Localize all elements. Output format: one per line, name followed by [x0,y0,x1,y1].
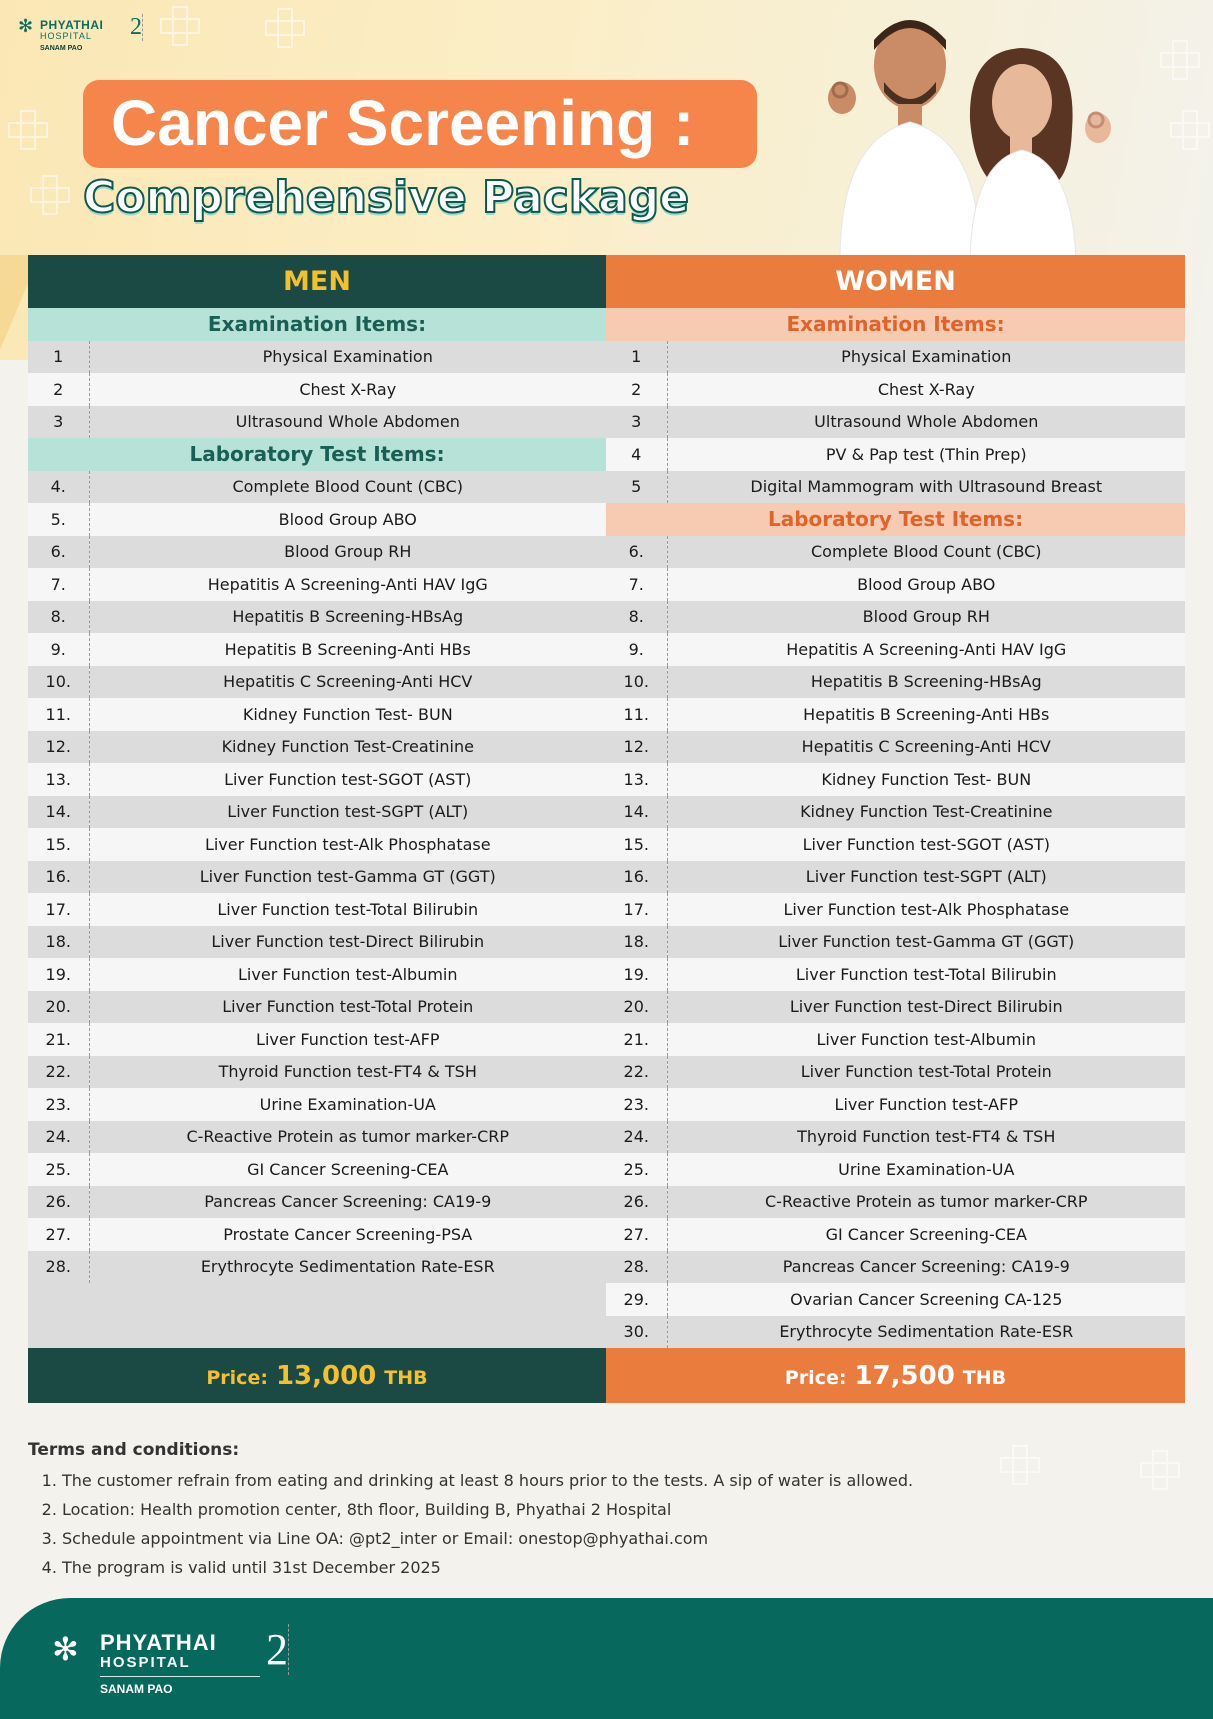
men-item-label: Kidney Function Test-Creatinine [89,731,606,764]
men-item-label: Liver Function test-Albumin [89,958,606,991]
medical-cross-icon [8,110,48,150]
women-item-number: 19. [606,958,667,991]
men-item-label: Physical Examination [89,341,606,374]
men-item-number: 10. [28,666,89,699]
women-item-number: 21. [606,1023,667,1056]
men-empty-cell [28,1283,606,1316]
package-table [28,255,1185,1403]
men-item-number: 11. [28,698,89,731]
table-row [28,763,1185,796]
men-item-number: 8. [28,601,89,634]
table-row [28,861,1185,894]
men-item-label: Hepatitis A Screening-Anti HAV IgG [89,568,606,601]
women-price [606,1348,1185,1403]
man-figure [828,20,980,260]
table-row [28,568,1185,601]
women-item-label: Erythrocyte Sedimentation Rate-ESR [667,1316,1185,1349]
hospital-logo-top [18,14,148,58]
men-item-number: 23. [28,1088,89,1121]
table-row [28,373,1185,406]
molecule-logo-icon: ✻ [52,1630,79,1668]
women-item-label: Hepatitis C Screening-Anti HCV [667,731,1185,764]
men-item-number: 12. [28,731,89,764]
table-row [28,698,1185,731]
table-row [28,666,1185,699]
table-row [28,1121,1185,1154]
women-item-label: Liver Function test-Gamma GT (GGT) [667,926,1185,959]
terms-item: 2. Location: Health promotion center, 8th floor, Building B, Phyathai 2 Hospital [62,1495,1028,1524]
men-item-label: Hepatitis B Screening-HBsAg [89,601,606,634]
men-item-label: GI Cancer Screening-CEA [89,1153,606,1186]
table-row [28,731,1185,764]
women-item-number: 20. [606,991,667,1024]
table-row [28,471,1185,504]
men-item-label: Liver Function test-Direct Bilirubin [89,926,606,959]
medical-cross-icon [265,8,305,48]
page-title: Cancer Screening : [111,87,695,159]
men-item-label: Liver Function test-SGPT (ALT) [89,796,606,829]
table-row [28,1218,1185,1251]
table-row [28,406,1185,439]
women-item-number: 26. [606,1186,667,1219]
women-item-number: 22. [606,1056,667,1089]
men-item-number: 25. [28,1153,89,1186]
men-price [28,1348,606,1403]
women-item-label: Liver Function test-Total Bilirubin [667,958,1185,991]
women-item-number: 10. [606,666,667,699]
women-item-label: Chest X-Ray [667,373,1185,406]
men-item-label: Thyroid Function test-FT4 & TSH [89,1056,606,1089]
men-item-number: 5. [28,503,89,536]
women-item-number: 8. [606,601,667,634]
women-item-label: Liver Function test-Total Protein [667,1056,1185,1089]
women-item-number: 17. [606,893,667,926]
women-item-number: 12. [606,731,667,764]
table-row [28,1316,1185,1349]
logo-name: PHYATHAI [100,1630,217,1655]
table-row [28,1056,1185,1089]
men-item-number: 4. [28,471,89,504]
women-item-number: 7. [606,568,667,601]
men-item-label: Liver Function test-AFP [89,1023,606,1056]
men-item-label: Prostate Cancer Screening-PSA [89,1218,606,1251]
women-item-label: Liver Function test-Alk Phosphatase [667,893,1185,926]
medical-cross-icon [160,6,200,46]
men-item-label: C-Reactive Protein as tumor marker-CRP [89,1121,606,1154]
table-row [28,796,1185,829]
women-item-number: 28. [606,1251,667,1284]
medical-cross-icon [1160,40,1200,80]
table-row [28,308,1185,341]
women-price-value: 17,500 [854,1360,955,1391]
terms-item: 4. The program is valid until 31st December 2025 [62,1553,1028,1582]
men-item-number: 17. [28,893,89,926]
men-item-number: 22. [28,1056,89,1089]
women-item-label: Pancreas Cancer Screening: CA19-9 [667,1251,1185,1284]
women-item-number: 2 [606,373,667,406]
women-item-number: 15. [606,828,667,861]
table-row [28,1186,1185,1219]
table-row [28,536,1185,569]
women-item-number: 24. [606,1121,667,1154]
men-item-number: 15. [28,828,89,861]
table-row [28,828,1185,861]
women-item-number: 25. [606,1153,667,1186]
table-row [28,503,1185,536]
women-section-heading: Laboratory Test Items: [606,503,1185,536]
logo-name: PHYATHAI [40,18,104,32]
molecule-logo-icon: ✻ [18,16,34,37]
table-row [28,1023,1185,1056]
table-row [28,633,1185,666]
women-item-label: Hepatitis B Screening-Anti HBs [667,698,1185,731]
women-item-label: Liver Function test-SGOT (AST) [667,828,1185,861]
women-item-number: 5 [606,471,667,504]
women-heading: WOMEN [606,255,1185,308]
logo-sub: HOSPITAL [100,1654,191,1671]
men-section-heading: Laboratory Test Items: [28,438,606,471]
medical-cross-icon [1140,1450,1180,1490]
women-item-number: 3 [606,406,667,439]
logo-branch: SANAM PAO [40,45,83,52]
women-item-label: Urine Examination-UA [667,1153,1185,1186]
men-section-heading: Examination Items: [28,308,606,341]
terms-item: 3. Schedule appointment via Line OA: @pt2_inter or Email: onestop@phyathai.com [62,1524,1028,1553]
women-price-label: Price: [784,1366,847,1389]
logo-divider [100,1676,260,1677]
men-item-number: 3 [28,406,89,439]
terms-list [28,1466,1028,1582]
women-item-number: 11. [606,698,667,731]
women-item-number: 30. [606,1316,667,1349]
men-item-number: 16. [28,861,89,894]
men-price-currency: THB [384,1366,428,1389]
women-item-label: Blood Group ABO [667,568,1185,601]
men-item-label: Liver Function test-Total Protein [89,991,606,1024]
men-item-number: 21. [28,1023,89,1056]
men-item-label: Hepatitis B Screening-Anti HBs [89,633,606,666]
terms-section [28,1440,1028,1582]
men-item-number: 14. [28,796,89,829]
medical-cross-icon [1170,110,1210,150]
page-subtitle: Comprehensive Package [83,172,690,223]
men-item-label: Liver Function test-Total Bilirubin [89,893,606,926]
men-heading: MEN [28,255,606,308]
terms-heading: Terms and conditions: [28,1440,240,1460]
men-empty-cell [28,1316,606,1349]
women-item-number: 29. [606,1283,667,1316]
men-item-number: 1 [28,341,89,374]
women-item-number: 27. [606,1218,667,1251]
men-item-label: Pancreas Cancer Screening: CA19-9 [89,1186,606,1219]
table-row [28,1283,1185,1316]
women-item-label: C-Reactive Protein as tumor marker-CRP [667,1186,1185,1219]
men-item-label: Blood Group ABO [89,503,606,536]
logo-sub: HOSPITAL [40,31,92,41]
women-item-label: Liver Function test-SGPT (ALT) [667,861,1185,894]
women-item-label: Hepatitis A Screening-Anti HAV IgG [667,633,1185,666]
men-item-number: 24. [28,1121,89,1154]
men-item-number: 13. [28,763,89,796]
women-item-number: 9. [606,633,667,666]
women-item-label: Physical Examination [667,341,1185,374]
woman-figure [970,48,1111,260]
terms-item: 1. The customer refrain from eating and drinking at least 8 hours prior to the tests. A sip of water is allowed. [62,1466,1028,1495]
table-row [28,926,1185,959]
men-item-number: 18. [28,926,89,959]
women-item-label: Hepatitis B Screening-HBsAg [667,666,1185,699]
table-row [28,958,1185,991]
logo-number: 2 [130,14,142,40]
table-row [28,601,1185,634]
women-price-currency: THB [962,1366,1007,1389]
table-header-row [28,255,1185,308]
men-price-value: 13,000 [275,1360,377,1391]
men-item-number: 20. [28,991,89,1024]
women-item-number: 6. [606,536,667,569]
women-item-label: Ultrasound Whole Abdomen [667,406,1185,439]
medical-cross-icon [30,175,70,215]
women-section-heading: Examination Items: [606,308,1185,341]
men-item-label: Chest X-Ray [89,373,606,406]
table-row [28,893,1185,926]
men-item-number: 28. [28,1251,89,1284]
men-item-label: Liver Function test-Alk Phosphatase [89,828,606,861]
men-item-label: Ultrasound Whole Abdomen [89,406,606,439]
women-item-label: Kidney Function Test-Creatinine [667,796,1185,829]
men-item-number: 19. [28,958,89,991]
women-item-label: Digital Mammogram with Ultrasound Breast [667,471,1185,504]
hospital-logo-footer [52,1620,312,1700]
women-item-label: PV & Pap test (Thin Prep) [667,438,1185,471]
men-item-label: Erythrocyte Sedimentation Rate-ESR [89,1251,606,1284]
women-item-number: 18. [606,926,667,959]
table-row [28,1153,1185,1186]
men-item-number: 9. [28,633,89,666]
women-item-label: Liver Function test-Direct Bilirubin [667,991,1185,1024]
men-item-number: 27. [28,1218,89,1251]
logo-number: 2 [266,1625,288,1674]
table-row [28,1251,1185,1284]
men-item-label: Complete Blood Count (CBC) [89,471,606,504]
women-item-number: 1 [606,341,667,374]
table-row [28,341,1185,374]
men-item-label: Kidney Function Test- BUN [89,698,606,731]
table-row [28,438,1185,471]
women-item-label: Ovarian Cancer Screening CA-125 [667,1283,1185,1316]
men-item-label: Liver Function test-Gamma GT (GGT) [89,861,606,894]
men-item-label: Hepatitis C Screening-Anti HCV [89,666,606,699]
men-item-number: 6. [28,536,89,569]
women-item-label: Blood Group RH [667,601,1185,634]
men-item-label: Liver Function test-SGOT (AST) [89,763,606,796]
men-price-label: Price: [206,1366,268,1389]
women-item-number: 4 [606,438,667,471]
title-banner [83,80,757,168]
women-item-number: 16. [606,861,667,894]
table-row [28,1088,1185,1121]
women-item-number: 13. [606,763,667,796]
men-item-number: 26. [28,1186,89,1219]
women-item-label: Thyroid Function test-FT4 & TSH [667,1121,1185,1154]
women-item-label: Kidney Function Test- BUN [667,763,1185,796]
men-item-number: 2 [28,373,89,406]
men-item-number: 7. [28,568,89,601]
table-row [28,991,1185,1024]
men-item-label: Urine Examination-UA [89,1088,606,1121]
women-item-number: 14. [606,796,667,829]
women-item-label: GI Cancer Screening-CEA [667,1218,1185,1251]
men-item-label: Blood Group RH [89,536,606,569]
women-item-label: Complete Blood Count (CBC) [667,536,1185,569]
couple-photo [800,10,1140,260]
women-item-label: Liver Function test-AFP [667,1088,1185,1121]
women-item-label: Liver Function test-Albumin [667,1023,1185,1056]
women-item-number: 23. [606,1088,667,1121]
logo-branch: SANAM PAO [100,1682,173,1696]
price-row [28,1348,1185,1403]
